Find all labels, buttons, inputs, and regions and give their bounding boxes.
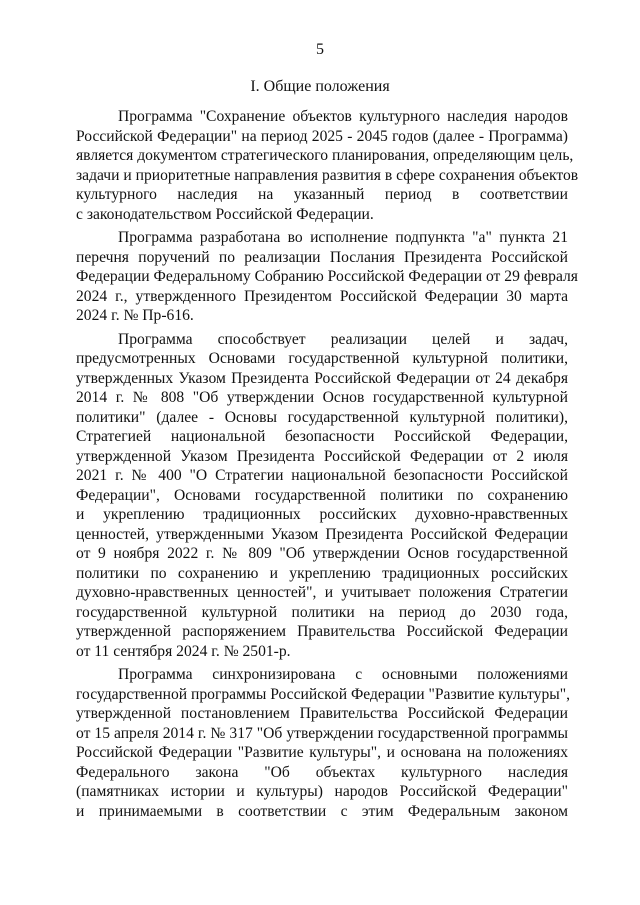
paragraph-line: 2021 г. № 400 "О Стратегии национальной безопасности Российской [76,467,568,484]
paragraph-line: утвержденной распоряжением Правительства Российской Федерации [76,623,568,640]
paragraph-line: предусмотренных Основами государственной культурной политики, [76,350,568,367]
paragraph-line: Программа разработана во исполнение подпункта "а" пункта 21 [118,229,568,246]
paragraph-line: перечня поручений по реализации Послания Президента Российской [76,248,568,266]
paragraph-line: и укреплению традиционных российских духовно-нравственных [76,506,568,523]
paragraph-line: утвержденной Указом Президента Российской Федерации от 2 июля [76,447,568,465]
paragraph-line: 2024 г., утвержденного Президентом Российской Федерации 30 марта [76,287,568,305]
paragraph [76,228,578,326]
paragraph-line: культурного наследия на указанный период в соответствии [76,186,568,203]
paragraph-line: политики по сохранению и укреплению традиционных российских [76,564,568,582]
paragraph-line: Российской Федерации" на период 2025 - 2045 годов (далее - Программа) [76,127,568,145]
paragraph-line: духовно-нравственных ценностей", и учитывает положения Стратегии [76,584,568,601]
paragraph [76,107,579,224]
paragraph-line: от 11 сентября 2024 г. № 2501-р. [76,642,291,660]
paragraph-line: 2014 г. № 808 "Об утверждении Основ государственной культурной [76,389,568,406]
paragraph-line: является документом стратегического планирования, определяющим цель, [76,147,574,164]
paragraph-line: от 15 апреля 2014 г. № 317 "Об утверждении государственной программы [76,724,568,742]
paragraph-line: утвержденных Указом Президента Российской Федерации от 24 декабря [76,369,568,387]
paragraph-line: государственной культурной политики на период до 2030 года, [76,603,568,621]
paragraph-line: 2024 г. № Пр-616. [76,307,194,324]
paragraph-line: и принимаемыми в соответствии с этим Федеральным законом [76,802,568,820]
paragraph-line: Программа синхронизирована с основными положениями [118,666,568,683]
paragraph-line: политики" (далее - Основы государственной культурной политики), [76,408,568,426]
document-body [76,107,579,825]
paragraph-line: с законодательством Российской Федерации. [76,205,374,223]
paragraph-line: Программа способствует реализации целей и задач, [118,330,568,348]
paragraph [76,665,571,821]
paragraph-line: Федерации", Основами государственной политики по сохранению [76,486,568,504]
page-number: 5 [316,41,324,58]
paragraph-line: Федерации Федеральному Собранию Российской Федерации от 29 февраля [76,268,578,285]
paragraph-line: задачи и приоритетные направления развития в сфере сохранения объектов [76,166,579,184]
paragraph-line: ценностей, утвержденными Указом Президента Российской Федерации [76,525,568,543]
paragraph-line: государственной программы Российской Федерации "Развитие культуры", [76,685,571,703]
paragraph-line: (памятниках истории и культуры) народов Российской Федерации" [76,783,568,800]
section-title: I. Общие положения [250,78,390,95]
paragraph-line: Российской Федерации "Развитие культуры", и основана на положениях [76,744,568,761]
paragraph-line: от 9 ноября 2022 г. № 809 "Об утверждении Основ государственной [76,545,568,562]
paragraph [76,330,568,662]
paragraph-line: Стратегией национальной безопасности Российской Федерации, [76,428,568,445]
paragraph-line: утвержденной постановлением Правительства Российской Федерации [76,705,568,722]
paragraph-line: Федерального закона "Об объектах культурного наследия [76,763,568,781]
paragraph-line: Программа "Сохранение объектов культурного наследия народов [118,108,568,125]
